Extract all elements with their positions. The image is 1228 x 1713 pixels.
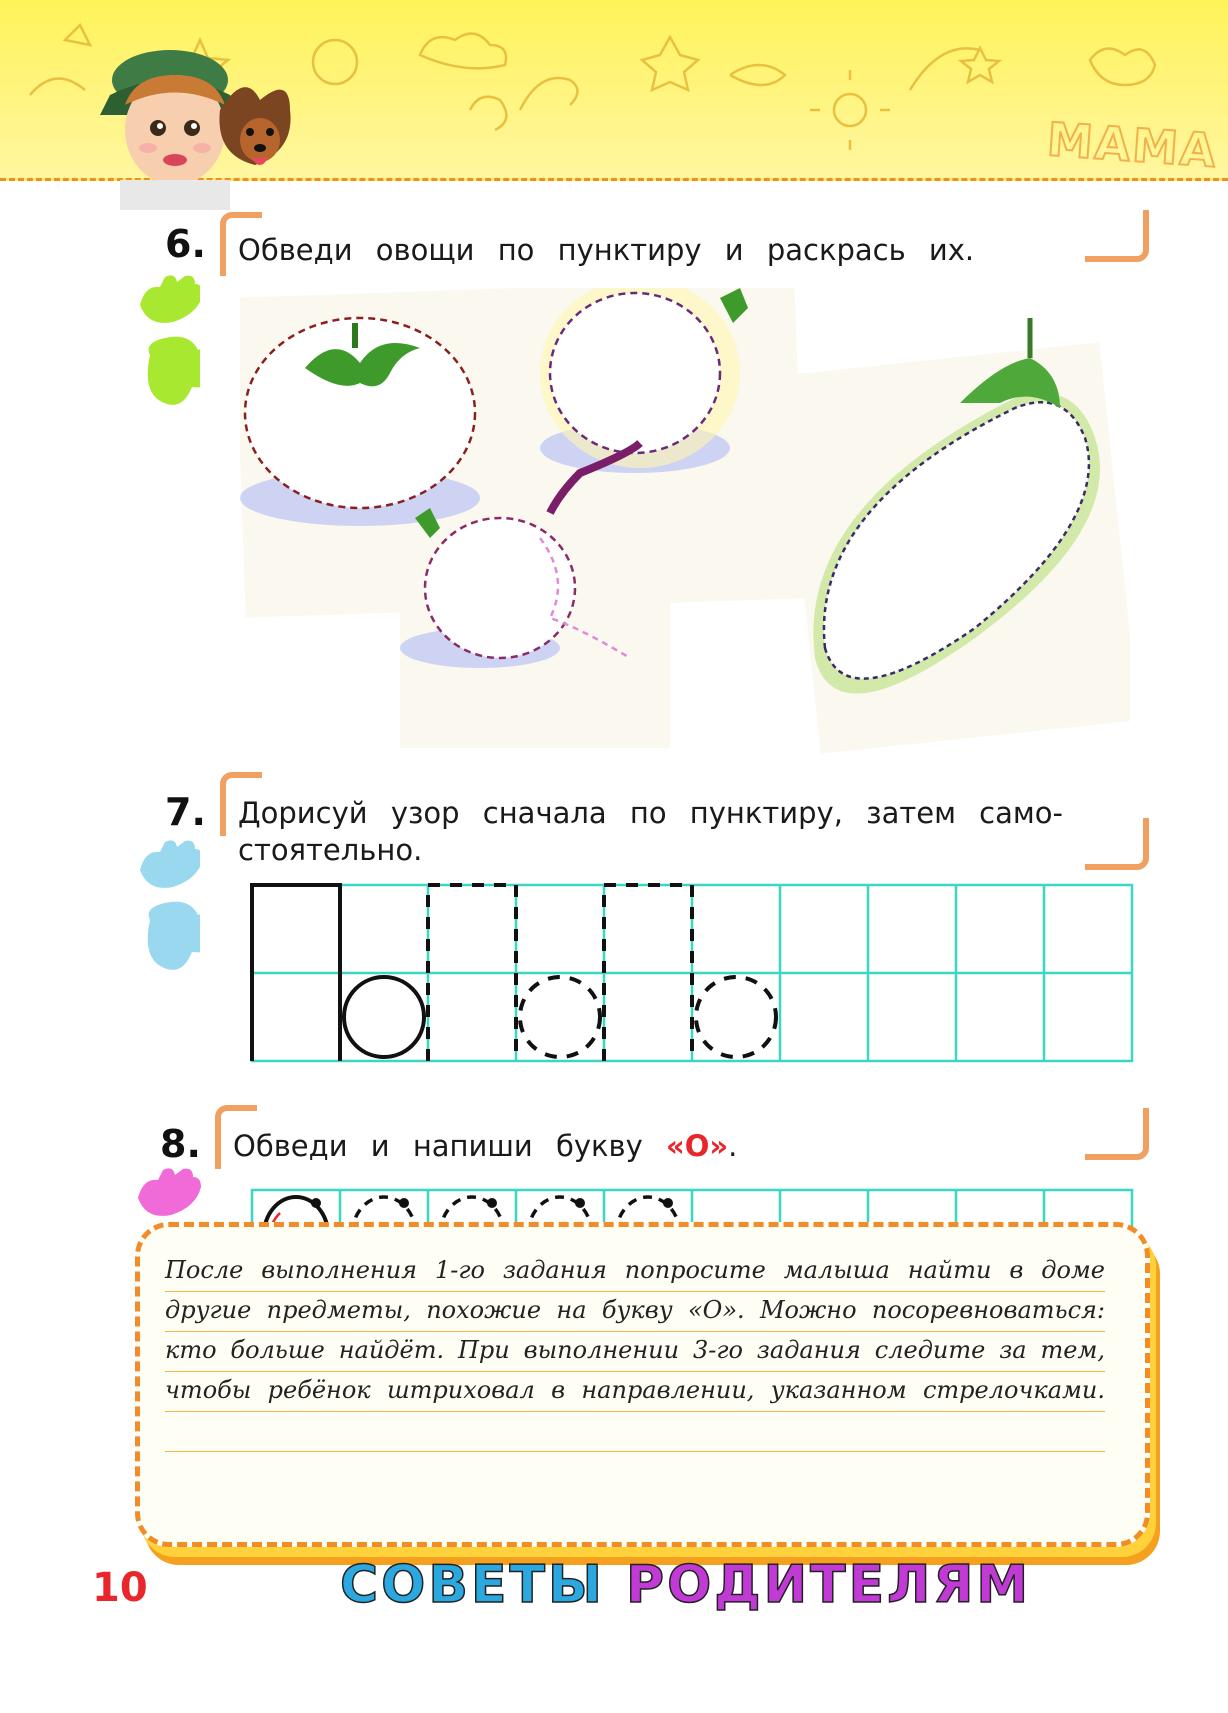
advice-line-2: другие предметы, похожие на букву «О». Можно посоревноваться: [165, 1296, 1105, 1324]
footer-title [340, 1555, 1031, 1615]
hand-icon-blue [130, 840, 200, 1000]
tomato-outline [240, 318, 480, 526]
task7-pattern-grid [245, 878, 1135, 1068]
hand-icon-green [130, 275, 200, 435]
task7-instruction-line2: стоятельно. [238, 833, 423, 867]
task6-bracket-right [1085, 210, 1149, 262]
task6-instruction: Обведи овощи по пунктиру и раскрась их. [238, 233, 975, 267]
header-doodle-word: МАМА [1045, 112, 1220, 178]
task8-bracket-right [1085, 1108, 1149, 1160]
advice-rule [165, 1411, 1105, 1412]
advice-line-1: После выполнения 1-го задания попросите малыша найти в доме [165, 1256, 1105, 1284]
advice-line-3: кто больше найдёт. При выполнении 3-го задания следите за тем, [165, 1336, 1105, 1364]
footer-title-word1: СОВЕТЫ [340, 1555, 605, 1615]
advice-line-4: чтобы ребёнок штриховал в направлении, указанном стрелочками. [165, 1376, 1105, 1404]
task8-instruction-end: . [728, 1129, 738, 1163]
task8-letter: «О» [666, 1129, 729, 1163]
task8-instruction [233, 1128, 737, 1164]
task8-instruction-text: Обведи и напиши букву [233, 1129, 666, 1163]
advice-rule [165, 1451, 1105, 1452]
vegetables-illustration [240, 288, 1130, 758]
task7-number: 7. [165, 790, 206, 834]
task7-instruction-line1: Дорисуй узор сначала по пунктиру, затем само- [238, 796, 1063, 830]
boy-and-dog-illustration [100, 20, 300, 210]
page-number: 10 [92, 1565, 148, 1611]
task8-number: 8. [160, 1122, 201, 1166]
task6-number: 6. [165, 222, 206, 266]
footer-title-word2: РОДИТЕЛЯМ [625, 1555, 1032, 1615]
page-header [0, 0, 1228, 181]
task7-bracket-right [1085, 818, 1149, 870]
